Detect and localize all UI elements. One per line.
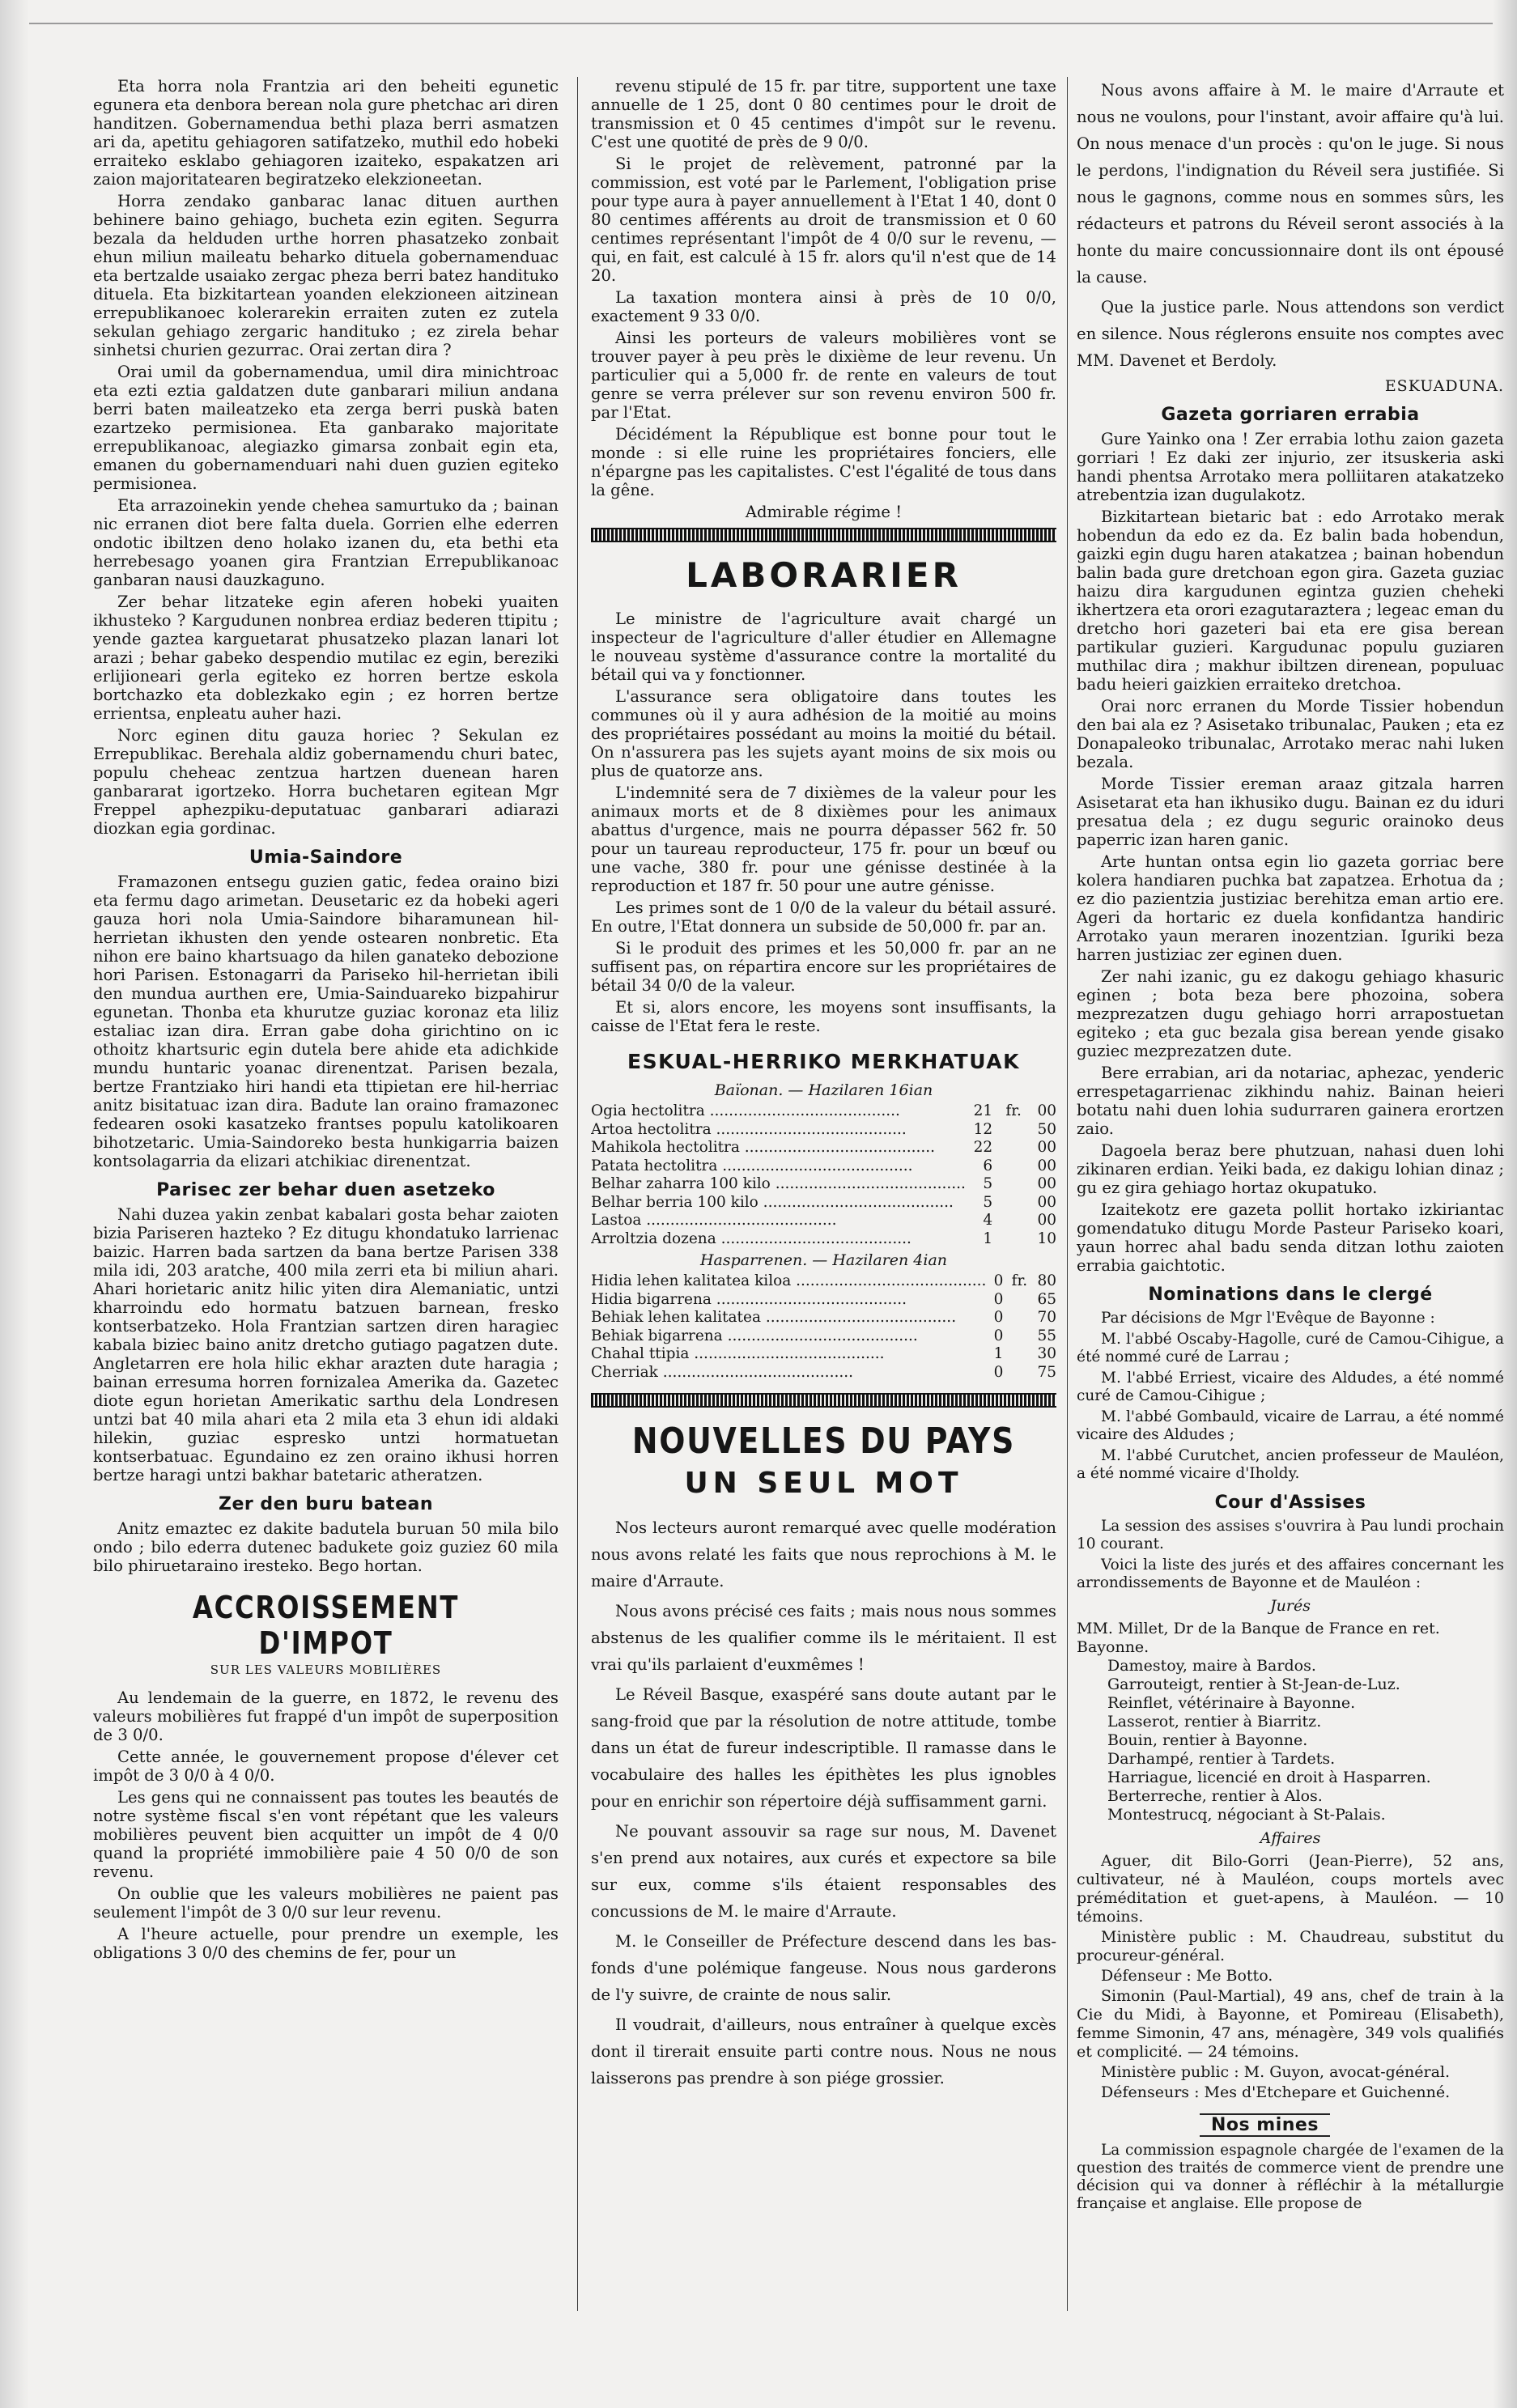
price-cell-c1 [992, 1212, 1022, 1230]
paragraph: Nous avons affaire à M. le maire d'Arraute et nous ne voulons, pour l'instant, avoir affaire qu'à lui. On nous menace d'un procès : qu'on le juge. Si nous le perdons, l'indignation du Réveil sera justifiée. Si nous le gagnons, comme nous en sommes sûrs, les rédacteurs et patrons du Réveil seront associés à la honte du maire concussionnaire dont ils ont épousé la cause. [1077, 81, 1504, 287]
section-title-gazeta: Gazeta gorriaren errabia [1161, 405, 1420, 425]
price-cell-name: Cherriak ........................................ [591, 1363, 853, 1381]
price-cell-c1 [992, 1139, 1022, 1157]
headline-laborarier: LABORARIER [686, 555, 962, 595]
price-cell-name: Belhar berria 100 kilo ........................................ [591, 1193, 954, 1211]
paragraph: Admirable régime ! [745, 503, 903, 521]
ornamental-rule [591, 528, 1056, 542]
paragraph: Bere errabian, ari da notariac, aphezac, yenderic errespetagarrienac zikhindu nahiz. Bainan heieri botatu nahi duen lohia sudurraren gainera erortzen zaio. [1077, 1064, 1504, 1138]
price-cell-unit: 21 [973, 1102, 993, 1119]
section-title-assises: Cour d'Assises [1214, 1493, 1366, 1513]
price-cell-unit: 0 [993, 1327, 1004, 1344]
paragraph: Morde Tissier ereman araaz gitzala harren Asisetarat eta han ikhusiko dugu. Bainan ez du iduri presatua dela ; ez dugu seguric orainoko deus paperric izan haren ganic. [1077, 775, 1504, 849]
nomination-line: M. l'abbé Erriest, vicaire des Aldudes, a été nommé curé de Camou-Cihigue ; [1077, 1370, 1504, 1404]
price-cell-name: Behiak lehen kalitatea ........................................ [591, 1309, 957, 1326]
paragraph: Décidément la République est bonne pour tout le monde : si elle ruine les propriétaires fonciers, elle n'épargne pas les capitalistes. C'est l'égalité de tous dans la gêne. [591, 425, 1056, 499]
price-row [591, 1309, 1056, 1327]
price-cell-unit: 0 [993, 1363, 1004, 1381]
section-title-nominations: Nominations dans le clergé [1148, 1285, 1433, 1305]
price-cell-c2: 00 [1037, 1102, 1056, 1119]
jure-line: Reinflet, vétérinaire à Bayonne. [1107, 1694, 1356, 1712]
column-1 [93, 77, 559, 2359]
headline-seul-mot: UN SEUL MOT [684, 1467, 963, 1500]
price-row [591, 1364, 1056, 1382]
price-cell-unit: 12 [973, 1120, 993, 1138]
price-row [591, 1345, 1056, 1364]
price-cell-name: Behiak bigarrena ........................................ [591, 1327, 918, 1344]
price-cell-name: Belhar zaharra 100 kilo ........................................ [591, 1175, 966, 1192]
paragraph: Voici la liste des jurés et des affaires concernant les arrondissements de Bayonne et de Mauléon : [1077, 1556, 1504, 1591]
price-row [591, 1121, 1056, 1140]
paragraph: Si le projet de relèvement, patronné par la commission, est voté par le Parlement, l'obligation prise pour type aura à payer annuellement à l'Etat 1 40, dont 0 80 centimes afférents au droit de transmission et 0 60 centimes représentant l'impôt de 4 0/0 sur le revenu, — qui, en fait, est calculé à 15 fr. alors qu'il n'est que de 14 20. [591, 155, 1056, 285]
paragraph: Au lendemain de la guerre, en 1872, le revenu des valeurs mobilières fut frappé d'un impôt de superposition de 3 0/0. [93, 1688, 559, 1744]
price-cell-unit: 1 [993, 1345, 1004, 1362]
price-cell-name: Patata hectolitra ........................................ [591, 1157, 913, 1174]
price-cell-c1 [992, 1121, 1022, 1140]
price-cell-c2: 00 [1037, 1157, 1056, 1174]
paragraph: Eta horra nola Frantzia ari den beheiti egunetic egunera eta denbora berean nola gure phetchac ari diren handitzen. Gobernamendua bethi plaza berri asmatzen ari da, apetitu gehiagoren satifatzeko, muthil edo hobeki erraiteko esklabo gehiagoren izaiteko, espakatzen ari zaion majoritatearen begiratzeko elekzioneetan. [93, 77, 559, 189]
paragraph: Orai norc erranen du Morde Tissier hobendun den bai ala ez ? Asisetako tribunalac, Pauken ; eta ez Donapaleoko tribunalac, Arrotako merac nahi luken bezala. [1077, 697, 1504, 771]
price-cell-unit: 1 [983, 1229, 993, 1247]
paragraph: Il voudrait, d'ailleurs, nous entraîner à quelque excès dont il tirerait ensuite parti contre nous. Nous ne nous laisserons pas prendre à son piége grossier. [591, 2015, 1056, 2087]
paragraph: L'indemnité sera de 7 dixièmes de la valeur pour les animaux morts et de 8 dixièmes pour les animaux abattus d'urgence, mais ne pourra dépasser 562 fr. 50 pour un taureau reproducteur, 175 fr. pour un bœuf ou une vache, 380 fr. pour une génisse destinée à la reproduction et 187 fr. 50 pour une autre génisse. [591, 784, 1056, 895]
price-row [591, 1212, 1056, 1230]
price-cell-c1 [992, 1194, 1022, 1212]
price-row [591, 1175, 1056, 1194]
price-cell-name: Mahikola hectolitra ........................................ [591, 1139, 936, 1156]
paragraph: Norc eginen ditu gauza horiec ? Sekulan ez Errepublikac. Berehala aldiz gobernamendu churi batec, populu cheheac zentzua hartzen duenean haren ganbararat igortzeko. Horra buchetaren egitean Mgr Freppel aphezpiku-deputatuac ganbarari adiarazi diozkan egia gordinac. [93, 726, 559, 838]
price-cell-c2: 50 [1037, 1120, 1056, 1138]
paragraph: Orai umil da gobernamendua, umil dira minichtroac eta ezti eztia galdatzen dute ganbarari miliun andana berri baten maileatzeko eta zerga berri puskà baten ezartzeko permisionea. Eta ganbarako majoritate errepublikanoac, alegiazko gimarsa zonbait egin eta, emanen du gobernamenduari nahi duen guzien egiteko permisionea. [93, 363, 559, 493]
price-cell-name: Chahal ttipia ........................................ [591, 1345, 885, 1362]
price-cell-c2: 30 [1037, 1345, 1056, 1362]
price-cell-unit: 22 [973, 1139, 993, 1156]
paragraph: A l'heure actuelle, pour prendre un exemple, les obligations 3 0/0 des chemins de fer, pour un [93, 1925, 559, 1962]
headline-nouvelles: NOUVELLES DU PAYS [631, 1421, 1016, 1462]
paragraph: Izaitekotz ere gazeta pollit hortako izkiriantac gomendatuko ditugu Morde Pasteur Pariseko koari, yaun horrec ahal badu senda ditzan lothu zaioten errabia gaichtotic. [1077, 1200, 1504, 1275]
paragraph: Bizkitartean bietaric bat : edo Arrotako merak hobendun da edo ez da. Ez balin bada hobendun, gaizki egin dugu haren atakatzea ; bainan hobendun balin bada gure dretchoan egon gira. Gazeta guziac haizu dira kargudunen egintza guzien cheheki ikhertzera eta orori ezagutaraztera ; legeac eman du dretcho hori gazeteri bai eta ere gisa berean partikular guzieri. Kargudunac populu guziaren muthilac dira ; makhur ibiltzen direnean, populuac badu heieri gaizkien erraiteko dretchoa. [1077, 508, 1504, 694]
price-row [591, 1272, 1056, 1291]
price-cell-c2: 00 [1037, 1175, 1056, 1192]
section-title-umia: Umia-Saindore [249, 847, 403, 868]
paragraph: L'assurance sera obligatoire dans toutes les communes où il y aura adhésion de la moitié au moins des propriétaires possédant au moins la moitié du bétail. On n'assurera pas les sujets ayant moins de six mois ou plus de quatorze ans. [591, 687, 1056, 780]
paragraph: Dagoela beraz bere phutzuan, nahasi duen lohi zikinaren erdian. Yeiki bada, ez dakigu lohian dinaz ; gu ez gira gehiago hortaz okupatuko. [1077, 1141, 1504, 1197]
paragraph: Défenseurs : Mes d'Etchepare et Guichenné. [1101, 2083, 1451, 2101]
paragraph: Défenseur : Me Botto. [1101, 1967, 1273, 1985]
price-cell-c2: 80 [1037, 1272, 1056, 1289]
subheadline-impot: SUR LES VALEURS MOBILIÈRES [210, 1663, 442, 1677]
price-cell-name: Ogia hectolitra ........................................ [591, 1102, 900, 1119]
section-title-mines: Nos mines [1200, 2113, 1330, 2137]
price-cell-unit: 6 [983, 1157, 993, 1174]
price-cell-unit: 5 [983, 1193, 993, 1211]
paragraph: Nahi duzea yakin zenbat kabalari gosta behar zaioten bizia Pariseren hazteko ? Ez ditugu khondatuko larrienac baizic. Harren bada sartzen da bana bertze Parisen 338 mila idi, 203 aratche, 400 mila zerri eta bi miliun ahari. Ahari horietaric anitz hilic yiten dira Alemaniatic, untzi kharroindu edo hormatu batzuen barnean, fresko kontserbatzeko. Hola Frantzian sartzen diren haragiec kabala biziec baino anitz dretcho gutiago pagatzen dute. Angletarren ere hola hilic ekhar arazten dute haragia ; bainan erresuma horren fornizalea Amerika da. Gazetec diote egun horietan Amerikatic sarthu dela Londresen untzi bat 40 mila ahari eta 2 mila eta 3 ehun idi aldaki hilekin, guziac espresko untzi hormatuetan kontserbatuac. Egundaino ez zen oraino ikhusi horren bertze haragi untzi bakhar batetaric atheratzen. [93, 1205, 559, 1484]
price-cell-c2: 55 [1037, 1327, 1056, 1344]
paragraph: M. le Conseiller de Préfecture descend dans les bas-fonds d'une polémique fangeuse. Nous nous garderons de l'y suivre, de crainte de nous salir. [591, 1932, 1056, 2004]
jure-line: Darhampé, rentier à Tardets. [1107, 1750, 1336, 1768]
paragraph: revenu stipulé de 15 fr. par titre, supportent une taxe annuelle de 1 25, dont 0 80 centimes pour le droit de transmission et 0 45 centimes d'impôt sur le revenu. C'est une quotité de près de 9 0/0. [591, 77, 1056, 151]
paragraph: Les gens qui ne connaissent pas toutes les beautés de notre système fiscal s'en vont répétant que les valeurs mobilières peuvent bien acquitter un impôt de 4 0/0 quand la propriété immobilière paie 4 50 0/0 de son revenu. [93, 1788, 559, 1881]
jure-line: Montestrucq, négociant à St-Palais. [1107, 1806, 1386, 1824]
price-row [591, 1157, 1056, 1176]
market-bayonne-heading: Baïonan. — Hazilaren 16ian [714, 1081, 933, 1099]
price-row [591, 1102, 1056, 1121]
page-edge-left [0, 0, 29, 2408]
paragraph: Simonin (Paul-Martial), 49 ans, chef de train à la Cie du Midi, à Bayonne, et Pomireau (Elisabeth), femme Simonin, 47 ans, ménagère, 349 vols qualifiés et complicité. — 24 témoins. [1077, 1987, 1504, 2061]
paragraph: Zer nahi izanic, gu ez dakogu gehiago khasuric eginen ; bota beza bere phozoina, sobera mezprezatzen dugu gehiago horri arrapostuetan egiteko ; eta guc bezala gisa berean yende gisako guziec mezprezatzen dute. [1077, 967, 1504, 1060]
price-cell-c1 [1003, 1364, 1027, 1382]
paragraph: Ministère public : M. Chaudreau, substitut du procureur-général. [1077, 1928, 1504, 1964]
price-cell-unit: 0 [993, 1309, 1004, 1326]
paragraph: Ministère public : M. Guyon, avocat-général. [1101, 2063, 1451, 2081]
top-rule [29, 23, 1493, 24]
price-cell-c2: 65 [1037, 1290, 1056, 1308]
market-hasparren-heading: Hasparrenen. — Hazilaren 4ian [699, 1251, 948, 1269]
headline-impot: ACCROISSEMENT D'IMPOT [192, 1590, 460, 1661]
price-cell-c2: 75 [1037, 1363, 1056, 1381]
paragraph: Aguer, dit Bilo-Gorri (Jean-Pierre), 52 ans, cultivateur, né à Mauléon, coups mortels avec préméditation et guet-apens, à Mauléon. — 10 témoins. [1077, 1852, 1504, 1926]
price-cell-name: Artoa hectolitra ........................................ [591, 1120, 907, 1138]
jure-line: Lasserot, rentier à Biarritz. [1107, 1713, 1322, 1731]
price-cell-unit: 0 [993, 1272, 1004, 1289]
affaires-label: Affaires [1260, 1829, 1321, 1847]
paragraph: On oublie que les valeurs mobilières ne paient pas seulement l'impôt de 3 0/0 sur leur revenu. [93, 1884, 559, 1922]
paragraph: Framazonen entsegu guzien gatic, fedea oraino bizi eta fermu dago arimetan. Deusetaric ez da hobeki ageri gauza hori nola Umia-Saindore biharamunean hil-herrietan ikhusten den yende ostearen nonbretic. Eta nihon ere baino khartsuago da hilen ganateko debozione hori Parisen. Estonagarri da Pariseko hil-herrietan ibili den mundua aurthen ere, Umia-Sainduareko bizpahirur egunetan. Thonba eta khurutze guziac koronaz eta liliz estaliac izan dira. Erran gabe doha girichtino on ic othoitz khartsuric egin dutela bere ahide eta adichkide mundu huntaric yoanac direnentzat. Parisen bezala, bertze Frantziako hiri handi eta ttipietan ere hil-herriac anitz bisitatuac izan dira. Badute lan oraino framazonec fedearen osoki kasatzeko frantses populu katolikoaren bihotzetaric. Umia-Saindoreko besta hunkigarria baizen kontsolagarria da elizari atchikiac direnentzat. [93, 873, 559, 1170]
paragraph: La commission espagnole chargée de l'examen de la question des traités de commerce vient de prendre une décision qui va donner à réfléchir à la métallurgie française et anglaise. Elle propose de [1077, 2142, 1504, 2212]
signature: ESKUADUNA. [1384, 377, 1504, 395]
paragraph: Si le produit des primes et les 50,000 fr. par an ne suffisent pas, on répartira encore sur les propriétaires de bétail 34 0/0 de la valeur. [591, 939, 1056, 995]
price-cell-name: Hidia bigarrena ........................................ [591, 1290, 907, 1308]
paragraph: La session des assises s'ouvrira à Pau lundi prochain 10 courant. [1077, 1518, 1504, 1552]
paragraph: Anitz emaztec ez dakite badutela buruan 50 mila bilo ondo ; bilo ederra dutenec badukete goiz guziez 60 mila bilo phiruetaraino iresteko. Bego hortan. [93, 1519, 559, 1575]
jures-label: Jurés [1270, 1597, 1311, 1615]
price-cell-c1: fr. [1005, 1102, 1022, 1119]
paragraph: Que la justice parle. Nous attendons son verdict en silence. Nous réglerons ensuite nos comptes avec MM. Davenet et Berdoly. [1077, 298, 1504, 370]
price-row [591, 1327, 1056, 1346]
paragraph: Les primes sont de 1 0/0 de la valeur du bétail assuré. En outre, l'Etat donnera un subside de 50,000 fr. par an. [591, 898, 1056, 936]
paragraph: Ainsi les porteurs de valeurs mobilières vont se trouver payer à peu près le dixième de leur revenu. Un particulier qui a 5,000 fr. de rente en valeurs de tout genre se verra prélever sur son revenu environ 500 fr. par l'Etat. [591, 329, 1056, 422]
seul-mot-article [591, 1514, 1056, 2092]
price-row [591, 1230, 1056, 1249]
price-cell-c2: 70 [1037, 1309, 1056, 1326]
price-cell-c1: fr. [1011, 1272, 1028, 1289]
price-cell-c1 [992, 1157, 1022, 1176]
paragraph: Zer behar litzateke egin aferen hobeki yuaiten ikhusteko ? Kargudunen nonbrea erdiaz bederen ttipitu ; yende gaztea karguetarat phusatzeko plazan lanari lot arazi ; behar gabeko despendio mutilac ez egin, bereziki erlijioneari gerla egiteko ez horren bertze eskola bortchazko eta doblezkako egin ; ez horren bertze errientsa, enpleatu auher hazi. [93, 592, 559, 723]
price-row [591, 1291, 1056, 1310]
price-cell-c1 [1003, 1291, 1027, 1310]
price-cell-name: Lastoa ........................................ [591, 1212, 837, 1229]
price-cell-unit: 4 [983, 1212, 993, 1229]
price-cell-c2: 00 [1037, 1193, 1056, 1211]
headline-market: ESKUAL-HERRIKO MERKHATUAK [627, 1050, 1020, 1073]
paragraph: Arte huntan ontsa egin lio gazeta gorriac bere kolera handiaren puchka bat zapatzea. Erhotua da ; ez dio pazientzia justiziac berehitza eman artio ere. Ageri da hortaric ez duela konfidantza handiric Arrotako yaun meraren inozentzian. Iguriki beza harren justiziac zer eginen duen. [1077, 852, 1504, 964]
price-cell-unit: 5 [983, 1175, 993, 1192]
paragraph: Nos lecteurs auront remarqué avec quelle modération nous avons relaté les faits que nous reprochions à M. le maire d'Arraute. [591, 1518, 1056, 1590]
price-cell-c1 [1003, 1345, 1027, 1364]
price-cell-c2: 00 [1037, 1212, 1056, 1229]
paragraph: Ne pouvant assouvir sa rage sur nous, M. Davenet s'en prend aux notaires, aux curés et expectore sa bile sur eux, comme s'ils étaient responsables des concussions de M. le maire d'Arraute. [591, 1822, 1056, 1921]
price-cell-name: Hidia lehen kalitatea kiloa ........................................ [591, 1272, 987, 1289]
nomination-line: M. l'abbé Gombauld, vicaire de Larrau, a été nommé vicaire des Aldudes ; [1077, 1408, 1504, 1443]
arraute-article [1077, 77, 1504, 374]
paragraph: Par décisions de Mgr l'Evêque de Bayonne : [1101, 1310, 1435, 1327]
section-title-buru: Zer den buru batean [219, 1494, 433, 1514]
price-cell-c1 [992, 1175, 1022, 1194]
ornamental-rule [591, 1393, 1056, 1408]
paragraph: La taxation montera ainsi à près de 10 0/0, exactement 9 33 0/0. [591, 288, 1056, 325]
column-2 [591, 77, 1056, 2359]
paragraph: Le Réveil Basque, exaspéré sans doute autant par le sang-froid que par la résolution de notre attitude, tombe dans un état de fureur indescriptible. Il ramasse dans le vocabulaire des halles les épithètes les plus ignobles pour en enrichir son répertoire déjà suffisamment garni. [591, 1685, 1056, 1811]
nomination-line: M. l'abbé Curutchet, ancien professeur de Mauléon, a été nommé vicaire d'Iholdy. [1077, 1447, 1504, 1482]
intro-article [93, 77, 559, 838]
section-title-parisec: Parisec zer behar duen asetzeko [156, 1180, 495, 1200]
column-separator [1067, 77, 1068, 2311]
column-separator [577, 77, 578, 2311]
paragraph: Gure Yainko ona ! Zer errabia lothu zaion gazeta gorriari ! Ez daki zer injurio, zer itsuskeria aski handi phentsa Arrotako mera polliitaren atakatzeko atrebentzia izan dugulakotz. [1077, 430, 1504, 504]
jure-line: Harriague, licencié en droit à Hasparren. [1107, 1769, 1431, 1786]
paragraph: Eta arrazoinekin yende chehea samurtuko da ; bainan nic erranen diot bere falta duela. Gorrien elhe ederren ondotic ibiltzen deno holako izanen du, eta bethi eta herrebesago yoanen gira Frantzian Errepublikanoac ganbaran nausi dauzkaguno. [93, 496, 559, 589]
price-table-hasparren [591, 1272, 1056, 1382]
paragraph: Nous avons précisé ces faits ; mais nous nous sommes abstenus de les qualifier comme ils le méritaient. Il est vrai qu'ils parlaient d'euxmêmes ! [591, 1602, 1056, 1674]
price-cell-c1 [1003, 1309, 1027, 1327]
price-cell-c2: 00 [1037, 1139, 1056, 1156]
paragraph: Horra zendako ganbarac lanac dituen aurthen behinere baino gehiago, bucheta ezin egiten. Segurra bezala da helduden urthe horren phasatzeko zonbait ehun miliun maileatu beharko dituela gobernamenduac eta bertzalde usaiako zergac pheza berri batez handituko dituela. Eta bizkitartean yoanden elekzioneen aitzinean errepublikanoec kolerarekin erraiten zuten ez zutela sekulan gehiago zergaric handituko ; ez zirela behar sinhetsi churien gezurrac. Orai zertan dira ? [93, 192, 559, 359]
column-3 [1077, 77, 1504, 2359]
jure-line: Bouin, rentier à Bayonne. [1107, 1731, 1308, 1749]
nomination-line: M. l'abbé Oscaby-Hagolle, curé de Camou-Cihigue, a été nommé curé de Larrau ; [1077, 1331, 1504, 1365]
price-cell-c1 [992, 1230, 1022, 1249]
jure-line: Garrouteigt, rentier à St-Jean-de-Luz. [1107, 1675, 1400, 1693]
paragraph: Le ministre de l'agriculture avait chargé un inspecteur de l'agriculture d'aller étudier en Allemagne le nouveau système d'assurance contre la mortalité du bétail qui va y fonctionner. [591, 609, 1056, 684]
jure-line: MM. Millet, Dr de la Banque de France en ret. Bayonne. [1077, 1620, 1440, 1656]
paragraph: Et si, alors encore, les moyens sont insuffisants, la caisse de l'Etat fera le reste. [591, 998, 1056, 1035]
paragraph: Cette année, le gouvernement propose d'élever cet impôt de 3 0/0 à 4 0/0. [93, 1748, 559, 1785]
price-cell-c1 [1003, 1327, 1027, 1346]
price-table-bayonne [591, 1102, 1056, 1248]
price-cell-c2: 10 [1037, 1229, 1056, 1247]
price-row [591, 1194, 1056, 1212]
price-row [591, 1139, 1056, 1157]
jure-line: Berterreche, rentier à Alos. [1107, 1787, 1323, 1805]
jure-line: Damestoy, maire à Bardos. [1107, 1657, 1316, 1675]
price-cell-unit: 0 [993, 1290, 1004, 1308]
price-cell-name: Arroltzia dozena ........................................ [591, 1229, 911, 1247]
